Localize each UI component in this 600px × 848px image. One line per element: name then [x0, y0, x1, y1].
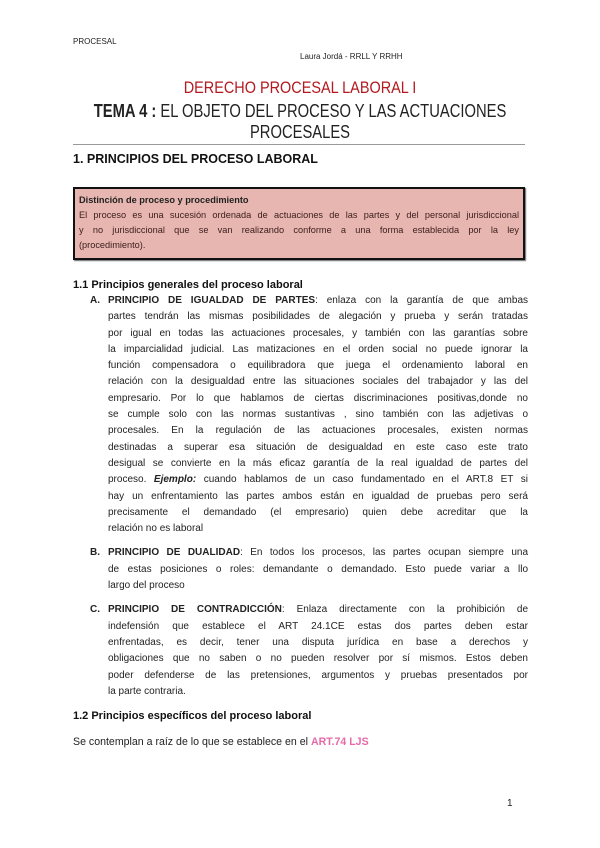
item-line: : enlaza con la garantía de que ambas	[315, 295, 529, 306]
item-line: : En todos los procesos, las partes ocupan siempre una	[240, 547, 529, 559]
item-line: relación con la desigualdad entre las situaciones sociales del trabajador y las del	[108, 376, 528, 388]
item-line: indefensión que establece el ART 24.1CE estas dos partes deben estar	[108, 620, 528, 632]
running-header: PROCESAL	[73, 37, 117, 46]
item-line: obligaciones que no saben o no pueden resolver por sí mismos. Estos deben	[108, 653, 528, 665]
section-heading-1-1: 1.1 Principios generales del proceso laboral	[73, 279, 303, 291]
item-line: destinadas a superar esa situación de desigualdad en este caso este trato	[108, 441, 528, 453]
item-line: se cumple solo con las normas sustantivas , sino también con las adjetivas o	[108, 409, 528, 421]
subtitle-text: EL OBJETO DEL PROCESO Y LAS ACTUACIONES PROCESALES	[156, 101, 507, 142]
item-line: cuando hablamos de un caso fundamentado en el ART.8 ET si	[196, 474, 528, 486]
item-line: la imparcialidad judicial. Las matizaciones en el orden social no puede ignorar la	[108, 343, 528, 355]
list-marker: B.	[90, 547, 100, 559]
box-line: El proceso es una sucesión ordenada de actuaciones de las partes y del personal jurisdiccional	[79, 210, 519, 220]
item-line: función compensadora o equilibradora que juega el ordenamiento laboral en	[108, 360, 528, 372]
example-label: Ejemplo:	[153, 474, 197, 486]
list-marker: A.	[90, 295, 100, 306]
item-line: por igual en todas las actuaciones procesales, y también con las garantías sobre	[108, 327, 528, 339]
closing-text: Se contemplan a raíz de lo que se establece en el	[73, 736, 311, 749]
box-line: (procedimiento).	[79, 240, 146, 250]
item-line: poder defenderse de las pretensiones, argumentos y pruebas presentados por	[108, 669, 528, 681]
item-line: hay un enfrentamiento las partes ambos están en igualdad de pruebas pero será	[108, 490, 528, 502]
item-line: enfrentadas, es decir, tener una disputa jurídica en base a derechos y	[108, 636, 528, 648]
item-line: empresario. Por lo que hablamos de ciertas discriminaciones positivas,donde no	[108, 392, 528, 404]
section-heading-1-2: 1.2 Principios específicos del proceso laboral	[73, 710, 312, 723]
item-label: PRINCIPIO DE IGUALDAD DE PARTES	[108, 295, 316, 306]
item-line: desigual se convierte en la más eficaz garantía de la real igualdad de partes del	[108, 457, 528, 469]
page-number: 1	[507, 798, 513, 809]
subtitle-prefix: TEMA 4 :	[93, 101, 157, 121]
list-item-c	[90, 602, 529, 700]
definition-box	[73, 187, 525, 260]
item-line: la parte contraria.	[108, 685, 186, 697]
body-flow	[73, 277, 528, 750]
closing-paragraph	[73, 734, 528, 750]
item-line: relación no es laboral	[108, 523, 204, 535]
item-line: : Enlaza directamente con la prohibición de	[281, 604, 529, 616]
item-line: precisamente el demandado (el empresario) quien debe acreditar que la	[108, 506, 528, 518]
document-subtitle	[54, 101, 546, 143]
item-label: PRINCIPIO DE DUALIDAD	[108, 547, 241, 559]
item-line: proceso.	[108, 474, 154, 486]
section-heading-1: 1. PRINCIPIOS DEL PROCESO LABORAL	[73, 152, 318, 166]
divider	[73, 144, 525, 145]
item-line: de estas posiciones o roles: demandante o demandado. Esto puede variar a llo	[108, 563, 528, 575]
item-line: procesales. En la regulación de las actuaciones procesales, existen normas	[108, 425, 528, 437]
item-line: partes tendrán las mismas posibilidades de alegación y prueba y serán tratadas	[108, 311, 528, 323]
author-line: Laura Jordá - RRLL Y RRHH	[300, 52, 403, 61]
item-label: PRINCIPIO DE CONTRADICCIÓN	[108, 604, 282, 616]
box-title: Distinción de proceso y procedimiento	[79, 195, 249, 205]
list-item-a	[90, 293, 529, 537]
list-item-b	[90, 545, 529, 594]
box-line: y no jurisdiccional que se van realizando conforme a una forma establecida por la ley	[79, 225, 519, 235]
list-marker: C.	[90, 604, 100, 616]
document-title: DERECHO PROCESAL LABORAL I	[183, 78, 417, 97]
law-reference: ART.74 LJS	[310, 736, 369, 749]
item-line: largo del proceso	[108, 580, 185, 592]
